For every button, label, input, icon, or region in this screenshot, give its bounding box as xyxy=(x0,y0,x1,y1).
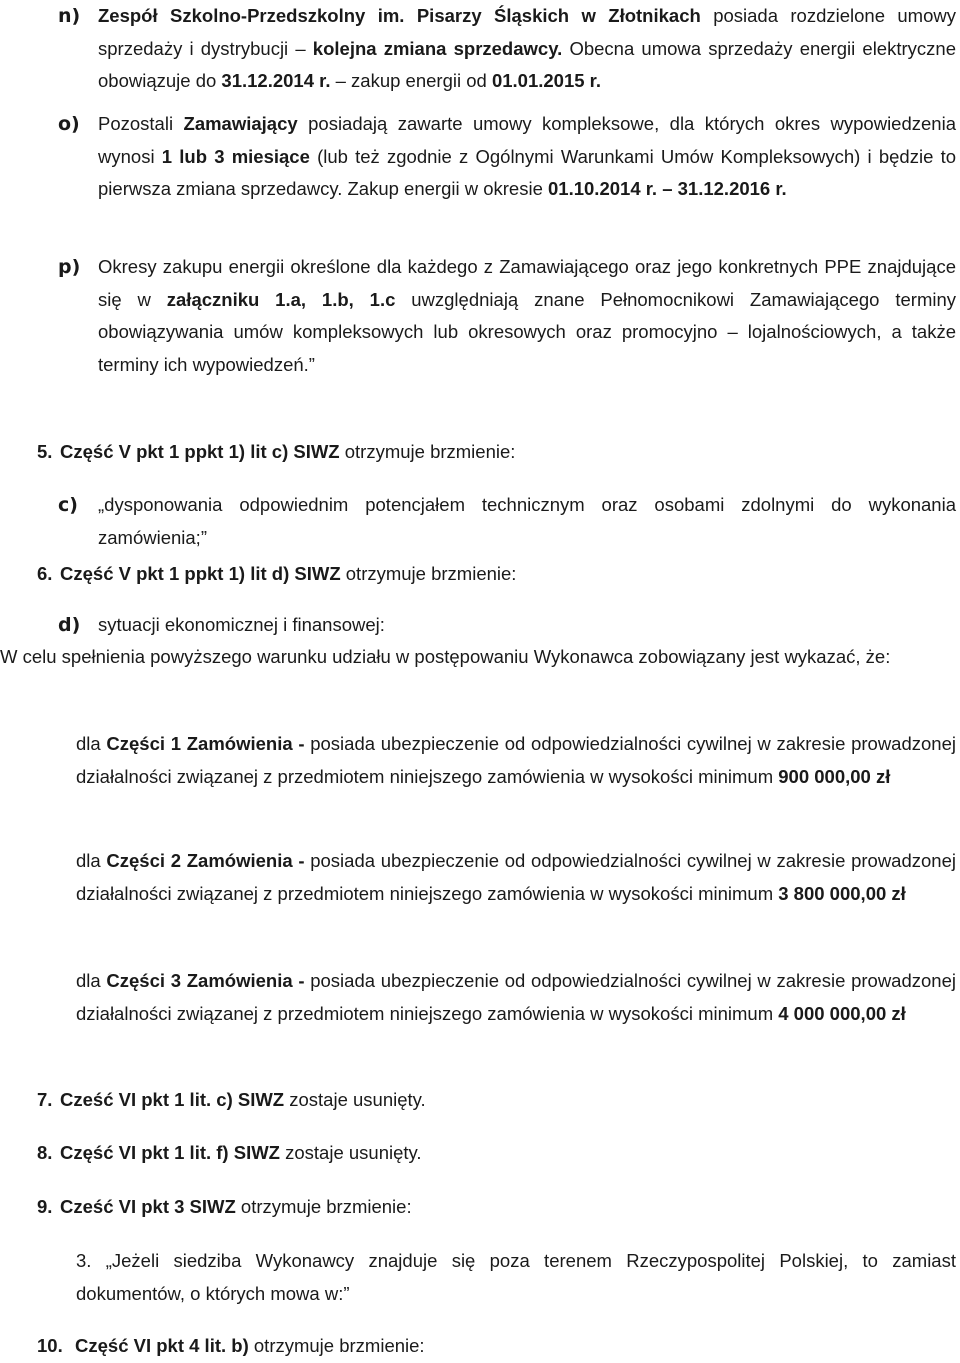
section-9 xyxy=(37,1191,937,1224)
item-c-label: c) xyxy=(58,494,78,516)
item-c-text: „dysponowania odpowiednim potencjałem technicznym oraz osobami zdolnymi do wykonania zamówienia;” xyxy=(98,494,956,548)
section-7 xyxy=(37,1084,937,1117)
item-n-text: kolejna zmiana sprzedawcy. xyxy=(312,37,563,59)
item-p xyxy=(58,251,956,381)
part-1-amount: 900 000,00 zł xyxy=(778,765,891,787)
item-n-text: – zakup energii od xyxy=(330,70,492,91)
item-p-label: p) xyxy=(58,256,81,278)
part-3-text: posiada ubezpieczenie od odpowiedzialności cywilnej w zakresie prowadzonej działalności związanej z przedmiotem niniejszego zamówienia w wysokości minimum xyxy=(76,970,956,1024)
part-3-text: dla xyxy=(76,970,107,991)
section-6-text: otrzymuje brzmienie: xyxy=(340,563,517,584)
section-10-text: otrzymuje brzmienie: xyxy=(248,1335,425,1356)
section-8-number: 8. xyxy=(37,1142,53,1163)
item-o-label: o) xyxy=(58,113,80,135)
item-p-text: Okresy zakupu energii określone dla każdego z Zamawiającego oraz jego konkretnych PPE znajdujące się w xyxy=(98,256,956,310)
section-10-number: 10. xyxy=(37,1335,63,1356)
item-n-label: n) xyxy=(58,5,81,27)
item-p-text: uwzględniają znane Pełnomocnikowi Zamawiającego terminy obowiązywania umów kompleksowych lub okresowych oraz promocyjno – lojalnościowych, a także terminy ich wypowiedzeń.” xyxy=(98,288,956,375)
section-9-heading: Cześć VI pkt 3 SIWZ xyxy=(60,1196,236,1217)
part-3-title: Części 3 Zamówienia - xyxy=(106,970,305,991)
item-d-label: d) xyxy=(58,614,81,636)
part-2-paragraph xyxy=(76,845,956,910)
part-2-text: posiada ubezpieczenie od odpowiedzialności cywilnej w zakresie prowadzonej działalności związanej z przedmiotem niniejszego zamówienia w wysokości minimum xyxy=(76,850,956,904)
item-o-date: 01.10.2014 r. – 31.12.2016 r. xyxy=(548,178,787,199)
part-1-paragraph xyxy=(76,728,956,793)
part-3-amount: 4 000 000,00 zł xyxy=(778,1002,906,1024)
section-9-number: 9. xyxy=(37,1196,53,1217)
item-o xyxy=(58,108,956,206)
item-n-text: Obecna umowa sprzedaży energii elektryczne obowiązuje do xyxy=(98,37,956,91)
section-7-heading: Cześć VI pkt 1 lit. c) SIWZ xyxy=(60,1089,285,1110)
section-6-heading: Część V pkt 1 ppkt 1) lit d) SIWZ xyxy=(60,563,341,584)
section-8 xyxy=(37,1137,937,1170)
item-n-date: 01.01.2015 r. xyxy=(491,70,602,91)
section-10 xyxy=(37,1330,937,1363)
section-6-number: 6. xyxy=(37,563,53,584)
quoted-point-3: 3. „Jeżeli siedziba Wykonawcy znajduje się poza terenem Rzeczypospolitej Polskiej, to zamiast dokumentów, o których mowa w:” xyxy=(76,1250,956,1304)
item-d xyxy=(58,609,956,642)
section-5-text: otrzymuje brzmienie: xyxy=(339,441,516,462)
section-5-number: 5. xyxy=(37,441,53,462)
part-2-amount: 3 800 000,00 zł xyxy=(778,882,906,904)
intro-paragraph: W celu spełnienia powyższego warunku udziału w postępowaniu Wykonawca zobowiązany jest wykazać, że: xyxy=(0,646,891,667)
part-2-title: Części 2 Zamówienia - xyxy=(106,850,305,871)
section-9-text: otrzymuje brzmienie: xyxy=(235,1196,412,1217)
item-o-text: posiadają zawarte umowy kompleksowe, dla których okres wypowiedzenia wynosi xyxy=(98,113,956,167)
section-10-heading: Część VI pkt 4 lit. b) xyxy=(75,1335,249,1356)
item-o-text: (lub też zgodnie z Ogólnymi Warunkami Umów Kompleksowych) i będzie to pierwsza zmiana sprzedawcy. Zakup energii w okresie xyxy=(98,145,956,199)
item-o-text: Pozostali xyxy=(98,113,184,134)
section-8-heading: Część VI pkt 1 lit. f) SIWZ xyxy=(60,1142,280,1163)
item-n-text: Zespół Szkolno-Przedszkolny im. Pisarzy Śląskich w Złotnikach xyxy=(98,5,701,26)
part-3-paragraph xyxy=(76,965,956,1030)
section-5-heading: Część V pkt 1 ppkt 1) lit c) SIWZ xyxy=(60,441,340,462)
item-o-text: 1 lub 3 miesiące xyxy=(161,145,310,167)
section-5 xyxy=(37,436,937,469)
item-n xyxy=(58,0,956,98)
item-p-text: załączniku 1.a, 1.b, 1.c xyxy=(166,288,396,310)
section-6 xyxy=(37,558,937,591)
item-n-text: posiada rozdzielone umowy sprzedaży i dystrybucji – xyxy=(98,5,956,59)
part-1-title: Części 1 Zamówienia - xyxy=(106,733,305,754)
item-c xyxy=(58,489,956,554)
part-2-text: dla xyxy=(76,850,107,871)
section-7-text: zostaje usunięty. xyxy=(284,1089,426,1110)
item-o-text: Zamawiający xyxy=(183,113,298,134)
part-1-text: posiada ubezpieczenie od odpowiedzialności cywilnej w zakresie prowadzonej działalności związanej z przedmiotem niniejszego zamówienia w wysokości minimum xyxy=(76,733,956,787)
item-d-text: sytuacji ekonomicznej i finansowej: xyxy=(98,614,385,635)
item-n-date: 31.12.2014 r. xyxy=(221,70,331,91)
part-1-text: dla xyxy=(76,733,107,754)
section-7-number: 7. xyxy=(37,1089,53,1110)
section-8-text: zostaje usunięty. xyxy=(279,1142,422,1163)
